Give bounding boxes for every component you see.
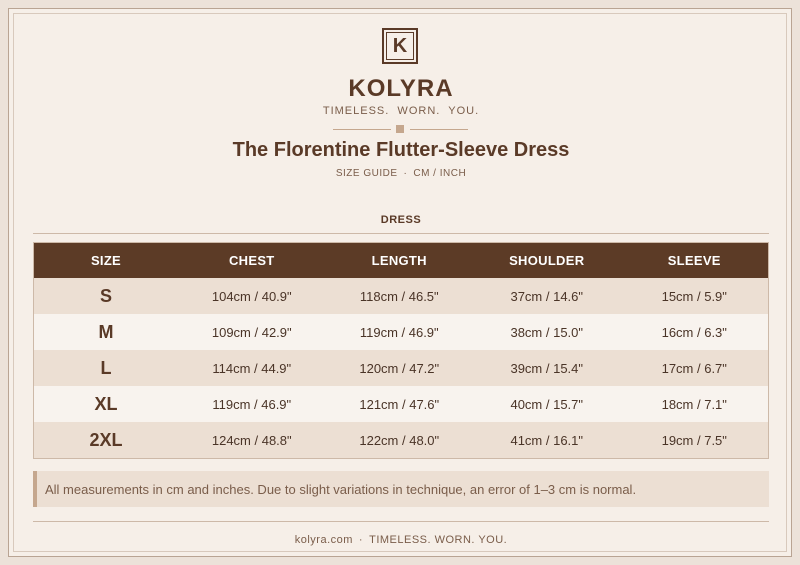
column-header-size: SIZE [90, 253, 122, 268]
sleeve-cell: 15cm / 5.9" [661, 288, 727, 304]
guide-subtitle [9, 168, 793, 179]
sleeve-cell: 16cm / 6.3" [661, 324, 727, 340]
units-label: CM / INCH [413, 168, 467, 179]
size-cell: L [100, 357, 112, 378]
divider-ornament [333, 125, 468, 134]
shoulder-cell: 39cm / 15.4" [510, 360, 584, 376]
column-header-length: LENGTH [371, 253, 427, 268]
table-row [34, 422, 768, 458]
table-header-row [34, 243, 768, 278]
shoulder-cell: 38cm / 15.0" [510, 324, 584, 340]
footer-tagline: TIMELESS. WORN. YOU. [369, 534, 508, 546]
shoulder-cell: 41cm / 16.1" [510, 432, 584, 448]
size-cell: M [98, 321, 114, 342]
sleeve-cell: 19cm / 7.5" [661, 432, 727, 448]
footer-site-link[interactable]: kolyra.com [294, 534, 353, 546]
sleeve-cell: 18cm / 7.1" [661, 396, 727, 412]
chest-cell: 119cm / 46.9" [212, 396, 292, 412]
size-cell: 2XL [89, 429, 123, 450]
column-header-chest: CHEST [228, 253, 275, 268]
size-cell: XL [94, 393, 118, 414]
length-cell: 122cm / 48.0" [359, 432, 440, 448]
length-cell: 120cm / 47.2" [359, 360, 440, 376]
chest-cell: 114cm / 44.9" [212, 360, 292, 376]
subtitle-separator: · [403, 168, 408, 179]
ornament-line-left [333, 129, 391, 130]
length-cell: 119cm / 46.9" [359, 324, 439, 340]
footer-separator: · [358, 534, 364, 546]
shoulder-cell: 40cm / 15.7" [510, 396, 584, 412]
brand-name: KOLYRA [348, 75, 454, 102]
column-header-shoulder: SHOULDER [509, 253, 585, 268]
logo-letter: K [392, 34, 408, 57]
shoulder-cell: 37cm / 14.6" [510, 288, 584, 304]
section-label: DRESS [380, 214, 422, 226]
ornament-line-right [410, 129, 468, 130]
size-guide-card [8, 8, 792, 557]
table-row [34, 278, 768, 314]
footer [9, 534, 793, 546]
chest-cell: 109cm / 42.9" [211, 324, 292, 340]
chest-cell: 124cm / 48.8" [211, 432, 292, 448]
table-row [34, 350, 768, 386]
section-divider [33, 233, 769, 234]
footer-divider [33, 521, 769, 522]
table-row [34, 386, 768, 422]
size-table [33, 242, 769, 459]
brand-logo-icon [382, 28, 418, 64]
chest-cell: 104cm / 40.9" [211, 288, 292, 304]
guide-label: SIZE GUIDE [335, 168, 398, 179]
measurement-note: All measurements in cm and inches. Due to slight variations in technique, an error of 1–3 cm is normal. [33, 471, 769, 507]
table-row [34, 314, 768, 350]
ornament-diamond [396, 125, 404, 133]
product-title: The Florentine Flutter-Sleeve Dress [232, 139, 570, 161]
length-cell: 121cm / 47.6" [359, 396, 440, 412]
column-header-sleeve: SLEEVE [667, 253, 721, 268]
sleeve-cell: 17cm / 6.7" [661, 360, 727, 376]
size-cell: S [99, 285, 112, 306]
length-cell: 118cm / 46.5" [359, 288, 439, 304]
brand-tagline: TIMELESS. WORN. YOU. [322, 105, 480, 117]
